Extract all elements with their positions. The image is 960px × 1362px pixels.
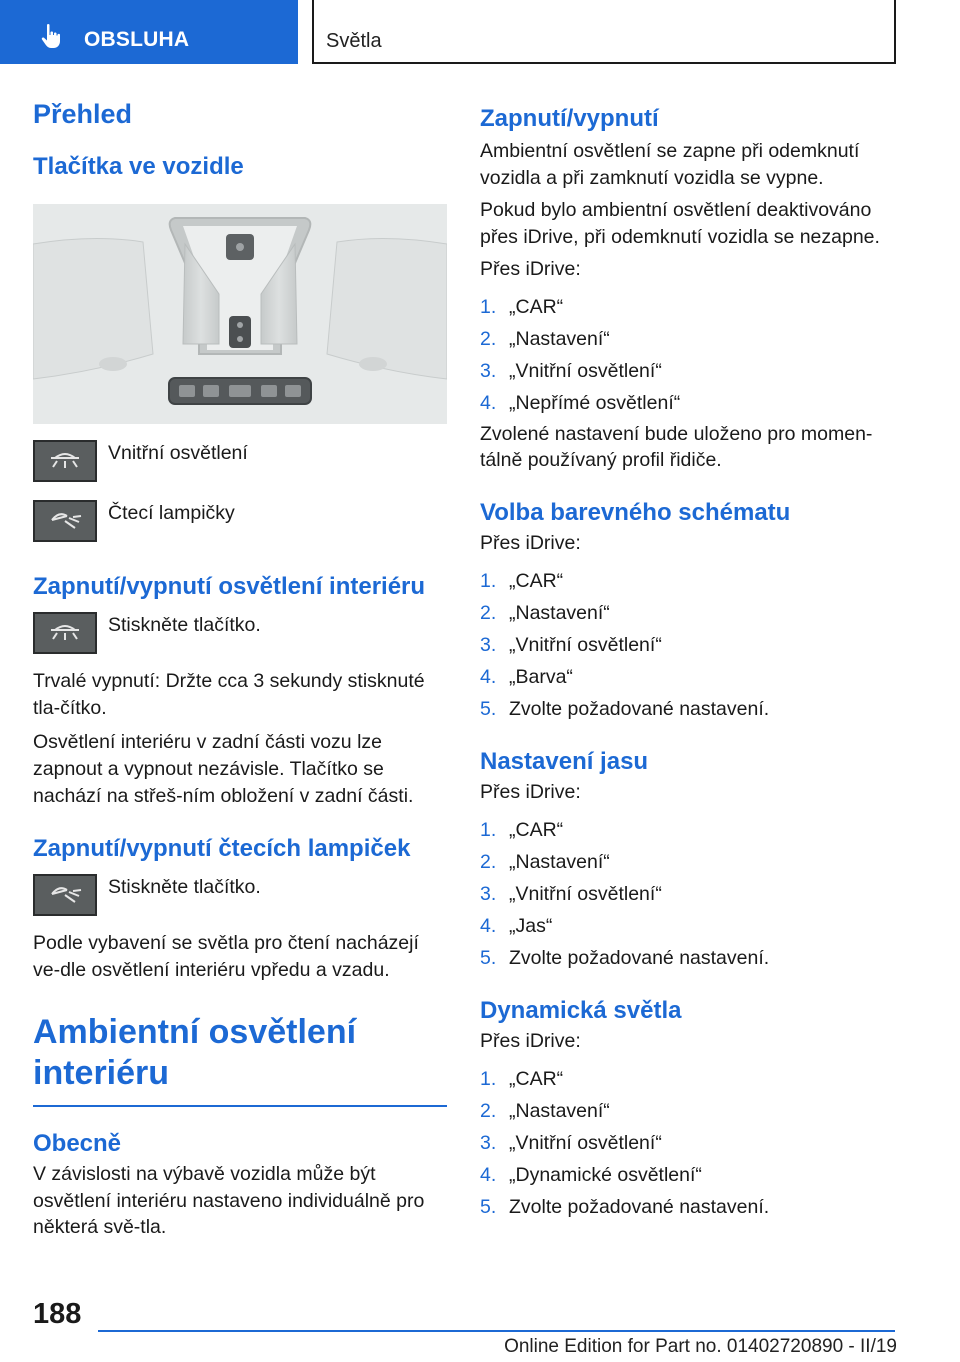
- symbol-row-reading-press: [33, 874, 447, 916]
- color-steps: [480, 565, 895, 725]
- section-header: [312, 0, 896, 64]
- ambient-heading: Ambientní osvětlení interiéru: [33, 1012, 357, 1093]
- onoff-steps: [480, 291, 895, 419]
- brightness-paragraph-1: Přes iDrive:: [480, 781, 581, 804]
- list-item: 5. Zvolte požadované nastavení.: [480, 698, 770, 721]
- list-item: 2. „Nastavení“: [480, 602, 610, 625]
- header-tab-obsluha[interactable]: [0, 0, 298, 64]
- onoff-paragraph-3: Přes iDrive:: [480, 257, 581, 280]
- onoff-paragraph-1: Ambientní osvětlení se zapne při odemknutí vozidla a při zamknutí vozidla se vypne.: [480, 140, 860, 189]
- dynamic-heading: Dynamická světla: [480, 997, 682, 1025]
- page-number: 188: [33, 1298, 82, 1330]
- general-heading: Obecně: [33, 1129, 122, 1157]
- color-paragraph-1: Přes iDrive:: [480, 532, 581, 555]
- interior-light-icon: [43, 618, 87, 648]
- list-item: 5. Zvolte požadované nastavení.: [480, 1196, 770, 1219]
- roof-console-illustration: [33, 204, 447, 424]
- buttons-heading: Tlačítka ve vozidle: [33, 153, 244, 181]
- dynamic-steps: [480, 1063, 895, 1223]
- list-item: 4. „Dynamické osvětlení“: [480, 1164, 702, 1187]
- reading-light-symbol: [33, 500, 97, 542]
- right-column: [480, 98, 895, 1223]
- interior-light-symbol: [33, 440, 97, 482]
- interior-press-label: Stiskněte tlačítko.: [108, 614, 261, 637]
- list-item: 4. „Jas“: [480, 915, 553, 938]
- page-title: Přehled: [33, 99, 133, 129]
- interior-paragraph-1: Trvalé vypnutí: Držte cca 3 sekundy stisknuté tla‐čítko.: [33, 670, 425, 720]
- list-item: 2. „Nastavení“: [480, 851, 610, 874]
- list-item: 1. „CAR“: [480, 1068, 564, 1091]
- symbol-row-interior-press: [33, 612, 447, 654]
- list-item: 2. „Nastavení“: [480, 327, 610, 350]
- edition-text: Online Edition for Part no. 01402720890 - II/19: [504, 1336, 897, 1357]
- ambient-divider: [33, 1105, 447, 1107]
- list-item: 5. Zvolte požadované nastavení.: [480, 947, 770, 970]
- list-item: 1. „CAR“: [480, 295, 564, 318]
- interior-light-label: Vnitřní osvětlení: [108, 442, 248, 465]
- symbol-row-interior-light: [33, 440, 447, 482]
- hand-pointer-icon: [38, 22, 66, 50]
- tab-label: OBSLUHA: [84, 28, 190, 51]
- list-item: 1. „CAR“: [480, 570, 564, 593]
- left-column: [33, 98, 447, 1241]
- reading-light-label: Čtecí lampičky: [108, 502, 235, 525]
- brightness-heading: Nastavení jasu: [480, 748, 649, 776]
- section-label: Světla: [326, 30, 382, 52]
- reading-paragraph-1: Podle vybavení se světla pro čtení nacházejí ve‐dle osvětlení interiéru vpředu a vzadu.: [33, 931, 419, 981]
- brightness-steps: [480, 814, 895, 974]
- list-item: 4. „Nepřímé osvětlení“: [480, 391, 681, 414]
- color-heading: Volba barevného schématu: [480, 499, 791, 527]
- reading-press-label: Stiskněte tlačítko.: [108, 875, 261, 898]
- list-item: 4. „Barva“: [480, 666, 573, 689]
- list-item: 2. „Nastavení“: [480, 1100, 610, 1123]
- interior-heading: Zapnutí/vypnutí osvětlení interiéru: [33, 573, 426, 601]
- onoff-paragraph-2: Pokud bylo ambientní osvětlení deaktivováno přes iDrive, při odemknutí vozidla se nezapne.: [480, 198, 880, 248]
- interior-paragraph-2: Osvětlení interiéru v zadní části vozu lze zapnout a vypnout nezávisle. Tlačítko se nachází na střeš‐ním obložení v zadní části.: [33, 731, 414, 808]
- list-item: 3. „Vnitřní osvětlení“: [480, 1132, 662, 1155]
- reading-light-icon: [43, 880, 87, 910]
- roof-console-photo: [33, 204, 447, 424]
- reading-light-icon: [43, 506, 87, 536]
- reading-heading: Zapnutí/vypnutí čtecích lampiček: [33, 834, 411, 862]
- symbol-row-reading-light: [33, 500, 447, 542]
- list-item: 3. „Vnitřní osvětlení“: [480, 883, 662, 906]
- interior-light-symbol: [33, 612, 97, 654]
- general-paragraph-1: V závislosti na výbavě vozidla může být osvětlení interiéru nastaveno individuálně pro některá svě‐tla.: [33, 1162, 425, 1239]
- list-item: 1. „CAR“: [480, 819, 564, 842]
- onoff-heading: Zapnutí/vypnutí: [480, 105, 659, 132]
- list-item: 3. „Vnitřní osvětlení“: [480, 359, 662, 382]
- reading-light-symbol: [33, 874, 97, 916]
- dynamic-paragraph-1: Přes iDrive:: [480, 1030, 581, 1053]
- interior-light-icon: [43, 446, 87, 476]
- list-item: 3. „Vnitřní osvětlení“: [480, 634, 662, 657]
- onoff-paragraph-4: Zvolené nastavení bude uloženo pro momen‐tálně používaný profil řidiče.: [480, 422, 873, 472]
- footer-divider: [98, 1330, 895, 1332]
